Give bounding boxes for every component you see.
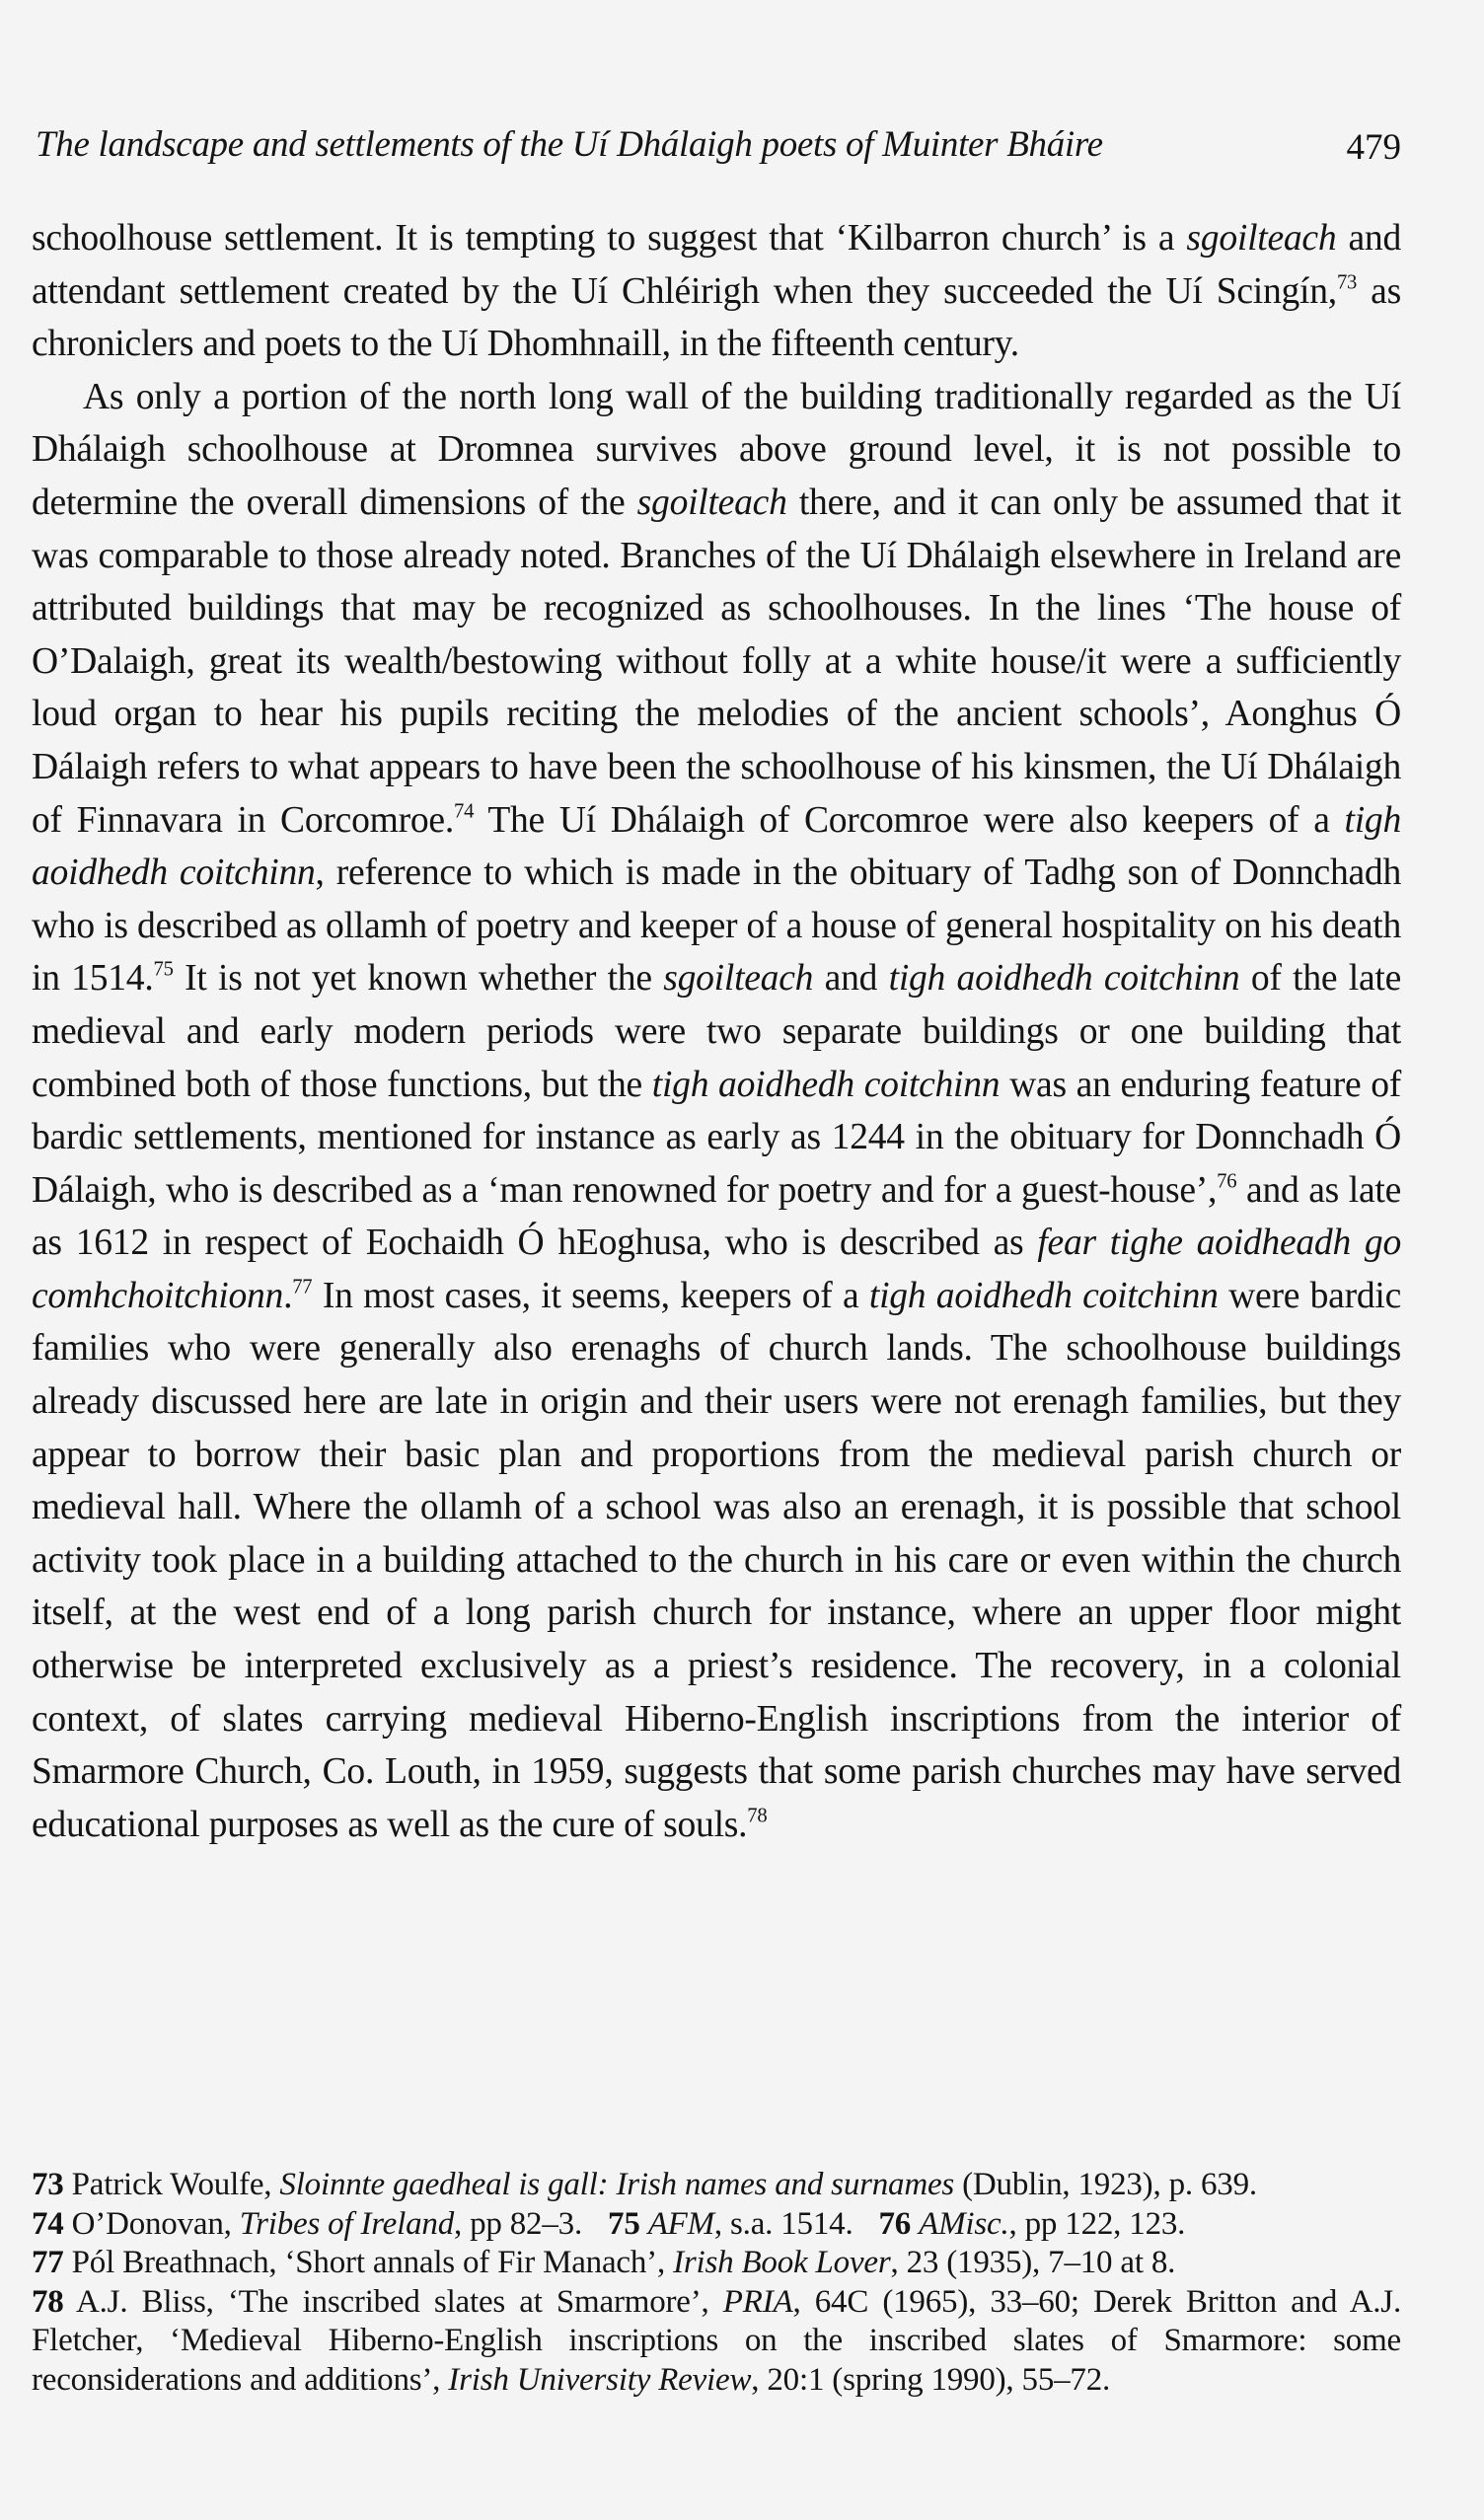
text-run: were bardic families who were generally also erenaghs of church lands. The schoolhouse buildings already discussed here are late in origin and their users were not erenagh families, but they appear to borrow their basic plan and proportions from the medieval parish church or medieval hall. Where the ollamh of a school was also an erenagh, it is possible that school activity took place in a building attached to the church in his care or even within the church itself, at the west end of a long parish church for instance, where an upper floor might otherwise be interpreted exclusively as a priest’s residence. The recovery, in a colonial context, of slates carrying medieval Hiberno-English inscriptions from the interior of Smarmore Church, Co. Louth, in 1959, suggests that some parish churches may have served educational purposes as well as the cure of souls.	[32, 1275, 1401, 1845]
italic-term: tigh aoidhedh coitchinn	[868, 1275, 1219, 1316]
italic-term: tigh aoidhedh coitchinn	[32, 799, 1402, 894]
text-run: , 20:1 (spring 1990), 55–72.	[751, 2361, 1111, 2398]
footnote-number: 76	[878, 2205, 912, 2242]
footnote-ref-77[interactable]: 77	[292, 1276, 313, 1298]
italic-title: PRIA	[722, 2283, 793, 2320]
italic-term: tigh aoidhedh coitchinn	[888, 958, 1240, 1000]
text-run: and as late as 1612 in respect of Eochaidh Ó hEoghusa, who is described as	[32, 1169, 1402, 1264]
text-run: O’Donovan,	[63, 2205, 240, 2242]
text-run: , pp 122, 123.	[1008, 2205, 1186, 2242]
text-run: , pp 82–3.	[454, 2205, 583, 2242]
footnote-ref-73[interactable]: 73	[1336, 271, 1358, 294]
running-title: The landscape and settlements of the Uí Dhálaigh poets of Muinter Bháire	[36, 124, 1103, 165]
text-run: Patrick Woulfe,	[63, 2167, 280, 2202]
footnote-75	[608, 2206, 853, 2242]
italic-term: sgoilteach	[636, 482, 787, 523]
text-run: .	[283, 1275, 293, 1316]
footnote-number: 75	[608, 2205, 640, 2242]
text-run: Pól Breathnach, ‘Short annals of Fir Manach’,	[63, 2245, 674, 2280]
footnote-number: 77	[32, 2245, 64, 2280]
footnote-73	[32, 2166, 1401, 2205]
paragraph-1	[32, 212, 1401, 371]
text-run: was an enduring feature of bardic settlements, mentioned for instance as early as 1244 in the obituary for Donnchadh Ó Dálaigh, who is described as a ‘man renowned for poetry and for a guest-house’,	[32, 1064, 1402, 1211]
italic-title: Irish Book Lover	[673, 2245, 891, 2280]
italic-term: sgoilteach	[1186, 218, 1337, 259]
italic-title: Irish University Review	[448, 2361, 752, 2398]
text-run: and attendant settlement created by the Uí Chléirigh when they succeeded the Uí Scingín,	[32, 218, 1402, 312]
italic-title: AMisc.	[919, 2205, 1009, 2242]
italic-term: tigh aoidhedh coitchinn	[651, 1064, 1001, 1105]
footnote-77	[32, 2244, 1401, 2283]
footnote-76	[879, 2206, 1186, 2242]
footnote-ref-74[interactable]: 74	[454, 800, 475, 823]
italic-term: fear tighe aoidheadh go comhchoitchionn	[32, 1223, 1401, 1316]
footnote-number: 73	[32, 2167, 64, 2202]
footnote-74	[32, 2206, 582, 2242]
italic-title: Sloinnte gaedheal is gall: Irish names and surnames	[279, 2167, 955, 2202]
text-run: A.J. Bliss, ‘The inscribed slates at Smarmore’,	[63, 2283, 723, 2320]
footnote-ref-78[interactable]: 78	[747, 1805, 768, 1827]
paragraph-2	[32, 371, 1401, 1852]
page-number: 479	[1346, 127, 1401, 168]
footnote-number: 78	[32, 2283, 64, 2320]
text-run: there, and it can only be assumed that it was comparable to those already noted. Branches of the Uí Dhálaigh elsewhere in Ireland are attributed buildings that may be recognized as schoolhouses. In the lines ‘The house of O’Dalaigh, great its wealth/bestowing without folly at a white house/it were a sufficiently loud organ to hear his pupils reciting the melodies of the ancient schools’, Aonghus Ó Dálaigh refers to what appears to have been the schoolhouse of his kinsmen, the Uí Dhálaigh of Finnavara in Corcomroe.	[32, 482, 1401, 841]
text-run: As only a portion of the north long wall of the building traditionally regarded as the Uí Dhálaigh schoolhouse at Dromnea survives above ground level, it is not possible to determine the overall dimensions of the	[32, 376, 1401, 523]
footnote-line-74-76	[32, 2205, 1401, 2245]
footnotes	[32, 2166, 1401, 2400]
footnote-ref-76[interactable]: 76	[1217, 1170, 1237, 1193]
italic-title: Tribes of Ireland	[239, 2205, 454, 2242]
text-run: (Dublin, 1923), p. 639.	[954, 2167, 1257, 2202]
running-head	[32, 123, 1401, 173]
text-run: and	[813, 958, 889, 1000]
text-run: schoolhouse settlement. It is tempting to suggest that ‘Kilbarron church’ is a	[32, 218, 1187, 259]
body-text	[32, 212, 1401, 1851]
text-run: as chroniclers and poets to the Uí Dhomhnaill, in the fifteenth century.	[32, 270, 1401, 365]
footnote-ref-75[interactable]: 75	[153, 958, 174, 981]
text-run: , s.a. 1514.	[713, 2205, 853, 2242]
text-run: The Uí Dhálaigh of Corcomroe were also keepers of a	[474, 799, 1345, 841]
text-run: It is not yet known whether the	[173, 958, 664, 1000]
footnote-number: 74	[32, 2205, 64, 2242]
text-run: , reference to which is made in the obituary of Tadhg son of Donnchadh who is described as ollamh of poetry and keeper of a house of general hospitality on his death in 1514.	[32, 852, 1401, 1000]
text-run: , 64C (1965), 33–60; Derek Britton and A.J. Fletcher, ‘Medieval Hiberno-English inscriptions on the inscribed slates of Smarmore: some reconsiderations and additions’,	[32, 2283, 1401, 2398]
footnote-78	[32, 2283, 1401, 2401]
text-run: , 23 (1935), 7–10 at 8.	[890, 2245, 1176, 2280]
text-run: In most cases, it seems, keepers of a	[312, 1275, 869, 1316]
text-run: of the late medieval and early modern periods were two separate buildings or one building that combined both of those functions, but the	[32, 958, 1402, 1105]
italic-term: sgoilteach	[663, 958, 814, 1000]
italic-title: AFM	[647, 2205, 714, 2242]
